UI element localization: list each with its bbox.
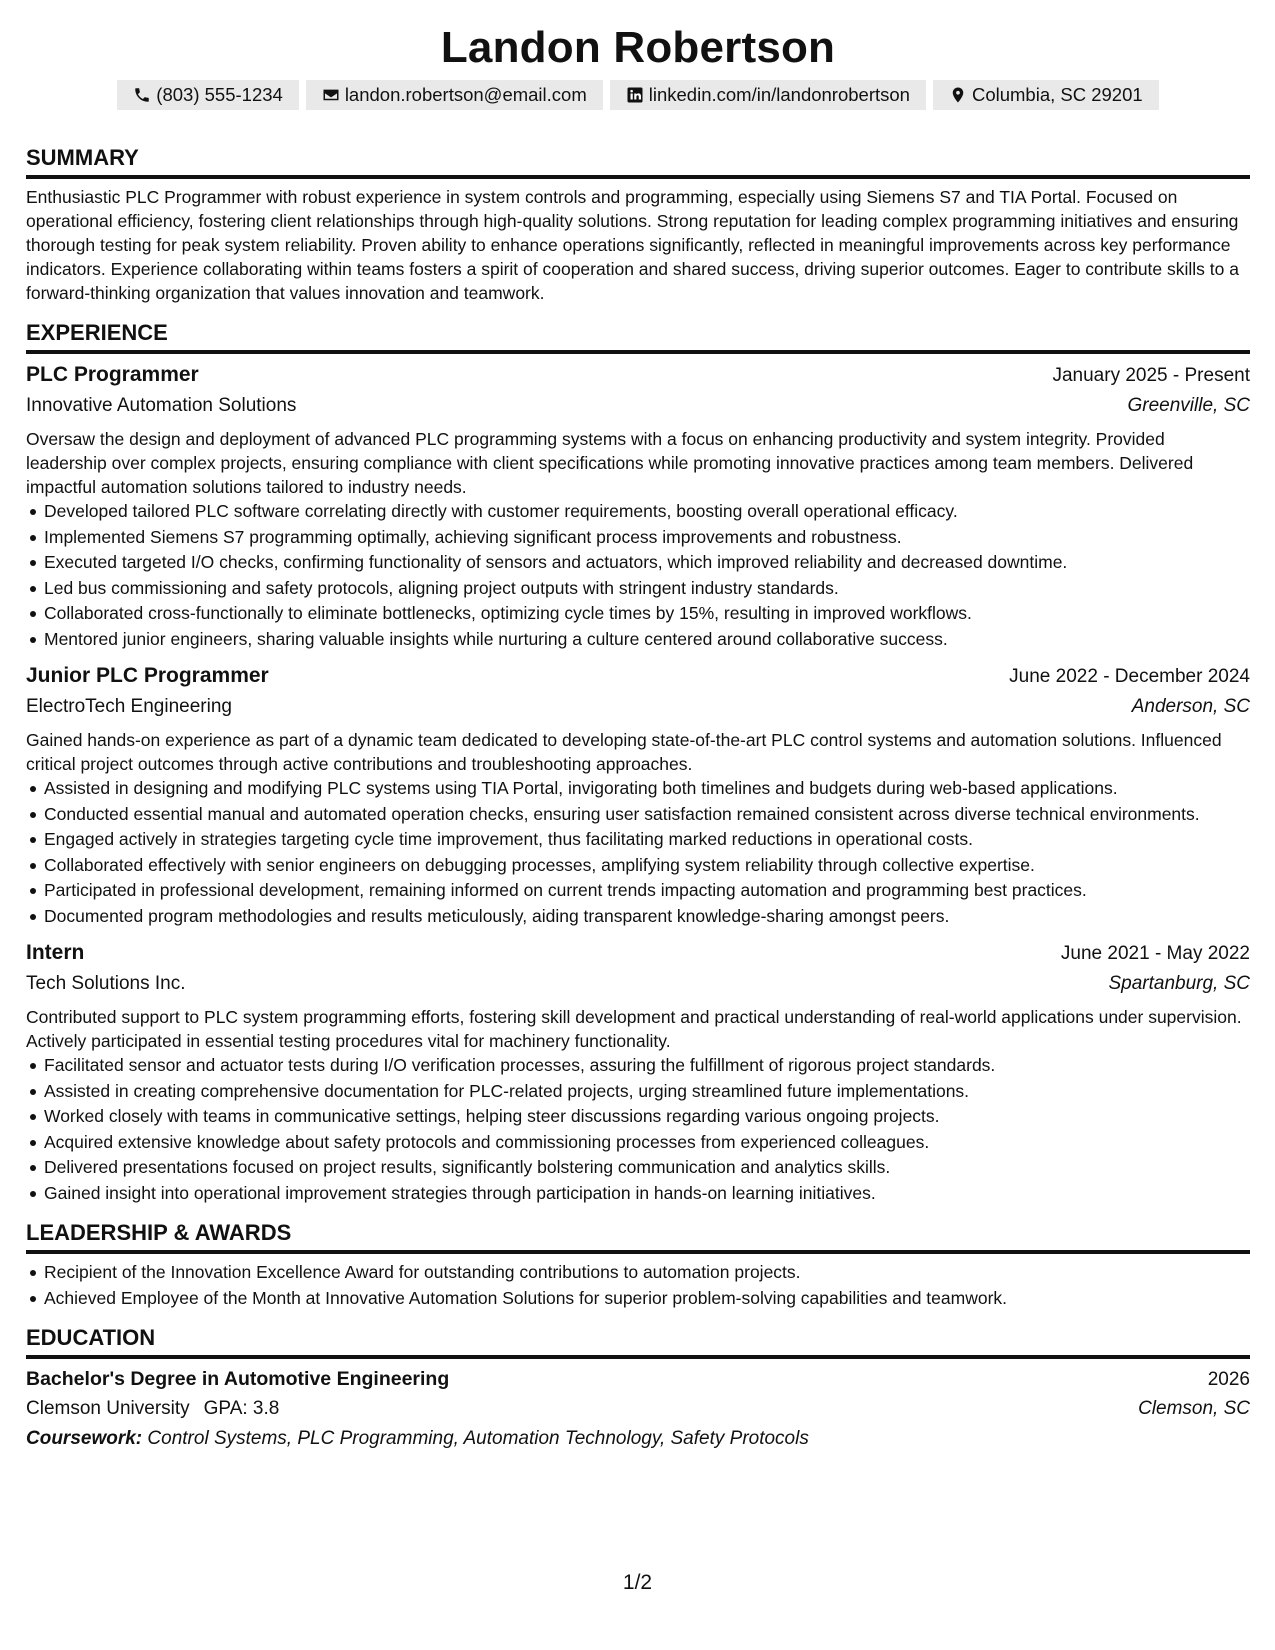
job-location: Greenville, SC	[1127, 395, 1250, 416]
leadership-section	[26, 1219, 1250, 1310]
contact-email-text: landon.robertson@email.com	[344, 84, 587, 105]
job-entry	[26, 661, 1250, 928]
job-bullets	[26, 1053, 1250, 1205]
job-bullet: Collaborated cross-functionally to eliminate bottlenecks, optimizing cycle times by 15%, resulting in improved workflows.	[44, 601, 1250, 625]
job-bullet: Executed targeted I/O checks, confirming functionality of sensors and actuators, which improved reliability and decreased downtime.	[44, 550, 1250, 574]
job-bullet: Developed tailored PLC software correlating directly with customer requirements, boosting overall operational efficacy.	[44, 499, 1250, 523]
contact-bar	[26, 80, 1250, 110]
leadership-heading: LEADERSHIP & AWARDS	[26, 1219, 1250, 1254]
contact-phone-text: (803) 555-1234	[156, 84, 283, 105]
education-heading: EDUCATION	[26, 1324, 1250, 1359]
leadership-bullets	[26, 1260, 1250, 1310]
job-bullet: Engaged actively in strategies targeting cycle time improvement, thus facilitating marked reductions in operational costs.	[44, 827, 1250, 851]
job-bullet: Acquired extensive knowledge about safety protocols and commissioning processes from experienced colleagues.	[44, 1130, 1250, 1154]
summary-heading: SUMMARY	[26, 144, 1250, 179]
coursework-line	[26, 1424, 1250, 1453]
job-description: Oversaw the design and deployment of advanced PLC programming systems with a focus on enhancing productivity and system integrity. Provided leadership over complex projects, ensuring compliance with client specifications while promoting innovative practices among team members. Delivered impactful automation solutions tailored to industry needs.	[26, 429, 1194, 497]
contact-email[interactable]	[306, 80, 603, 110]
job-location: Anderson, SC	[1131, 695, 1250, 717]
job-title: PLC Programmer	[26, 363, 199, 386]
summary-text: Enthusiastic PLC Programmer with robust experience in system controls and programming, especially using Siemens S7 and TIA Portal. Focused on operational efficiency, fostering client relationships through high-quality solutions. Strong reputation for leading complex programming initiatives and ensuring thorough testing for peak system reliability. Proven ability to enhance operations significantly, reflected in meaningful improvements across key performance indicators. Experience collaborating within teams fosters a spirit of cooperation and shared success, driving superior outcomes. Eager to contribute skills to a forward-thinking organization that values innovation and teamwork.	[26, 187, 1239, 303]
school-name: Clemson University	[26, 1397, 190, 1419]
job-bullet: Mentored junior engineers, sharing valuable insights while nurturing a culture centered around collaborative success.	[44, 627, 1250, 651]
job-bullets	[26, 776, 1250, 928]
experience-section	[26, 319, 1250, 1205]
school-location: Clemson, SC	[1138, 1397, 1250, 1419]
job-entry	[26, 360, 1250, 651]
job-bullet: Led bus commissioning and safety protocols, aligning project outputs with stringent industry standards.	[44, 576, 1250, 600]
resume-content	[26, 22, 1250, 1453]
job-bullet: Documented program methodologies and results meticulously, aiding transparent knowledge-sharing amongst peers.	[44, 904, 1250, 928]
job-description: Gained hands-on experience as part of a dynamic team dedicated to developing state-of-the-art PLC control systems and automation solutions. Influenced critical project outcomes through active contributions and troubleshooting approaches.	[26, 729, 1222, 774]
job-bullets	[26, 499, 1250, 651]
gpa-value: GPA: 3.8	[203, 1397, 280, 1419]
award-bullet: Recipient of the Innovation Excellence Award for outstanding contributions to automation projects.	[44, 1260, 1250, 1284]
award-bullet: Achieved Employee of the Month at Innovative Automation Solutions for superior problem-solving capabilities and teamwork.	[44, 1286, 1250, 1310]
job-title: Intern	[26, 940, 85, 964]
job-dates: January 2025 - Present	[1052, 365, 1250, 386]
job-dates: June 2021 - May 2022	[1060, 942, 1250, 964]
contact-phone	[117, 80, 299, 110]
summary-section	[26, 144, 1250, 305]
job-dates: June 2022 - December 2024	[1009, 665, 1250, 687]
contact-linkedin[interactable]	[610, 80, 926, 110]
education-section	[26, 1324, 1250, 1453]
degree-title: Bachelor's Degree in Automotive Engineering	[26, 1367, 450, 1390]
job-description: Contributed support to PLC system programming efforts, fostering skill development and practical understanding of real-world applications under supervision. Actively participated in essential testing procedures vital for machinery functionality.	[26, 1006, 1242, 1051]
job-bullet: Gained insight into operational improvement strategies through participation in hands-on learning initiatives.	[44, 1181, 1250, 1205]
job-company: Innovative Automation Solutions	[26, 395, 297, 416]
job-company: Tech Solutions Inc.	[26, 972, 186, 994]
job-bullet: Collaborated effectively with senior engineers on debugging processes, amplifying system reliability through collective expertise.	[44, 853, 1250, 877]
job-bullet: Assisted in designing and modifying PLC systems using TIA Portal, invigorating both timelines and budgets during web-based applications.	[44, 776, 1250, 800]
coursework-label: Coursework:	[26, 1427, 143, 1449]
job-location: Spartanburg, SC	[1108, 972, 1250, 994]
envelope-icon	[322, 86, 340, 104]
job-title: Junior PLC Programmer	[26, 663, 269, 687]
contact-linkedin-text: linkedin.com/in/landonrobertson	[648, 84, 910, 105]
linkedin-icon	[626, 86, 644, 104]
job-bullet: Conducted essential manual and automated operation checks, ensuring user satisfaction remained consistent across diverse technical environments.	[44, 802, 1250, 826]
contact-location-text: Columbia, SC 29201	[971, 84, 1143, 105]
job-bullet: Worked closely with teams in communicative settings, helping steer discussions regarding various ongoing projects.	[44, 1104, 1250, 1128]
phone-icon	[133, 86, 151, 104]
job-bullet: Delivered presentations focused on project results, significantly bolstering communication and analytics skills.	[44, 1155, 1250, 1179]
job-entry	[26, 938, 1250, 1205]
job-bullet: Facilitated sensor and actuator tests during I/O verification processes, assuring the fulfillment of rigorous project standards.	[44, 1053, 1250, 1077]
contact-location	[933, 80, 1159, 110]
coursework-list: Control Systems, PLC Programming, Automation Technology, Safety Protocols	[147, 1427, 809, 1449]
candidate-name: Landon Robertson	[440, 23, 836, 72]
page-number: 1/2	[622, 1571, 653, 1594]
degree-year: 2026	[1207, 1368, 1250, 1390]
experience-heading: EXPERIENCE	[26, 319, 1250, 354]
job-bullet: Assisted in creating comprehensive documentation for PLC-related projects, urging streamlined future implementations.	[44, 1079, 1250, 1103]
job-bullet: Implemented Siemens S7 programming optimally, achieving significant process improvements and robustness.	[44, 525, 1250, 549]
job-company: ElectroTech Engineering	[26, 695, 232, 717]
job-bullet: Participated in professional development, remaining informed on current trends impacting automation and programming best practices.	[44, 878, 1250, 902]
map-pin-icon	[949, 86, 967, 104]
